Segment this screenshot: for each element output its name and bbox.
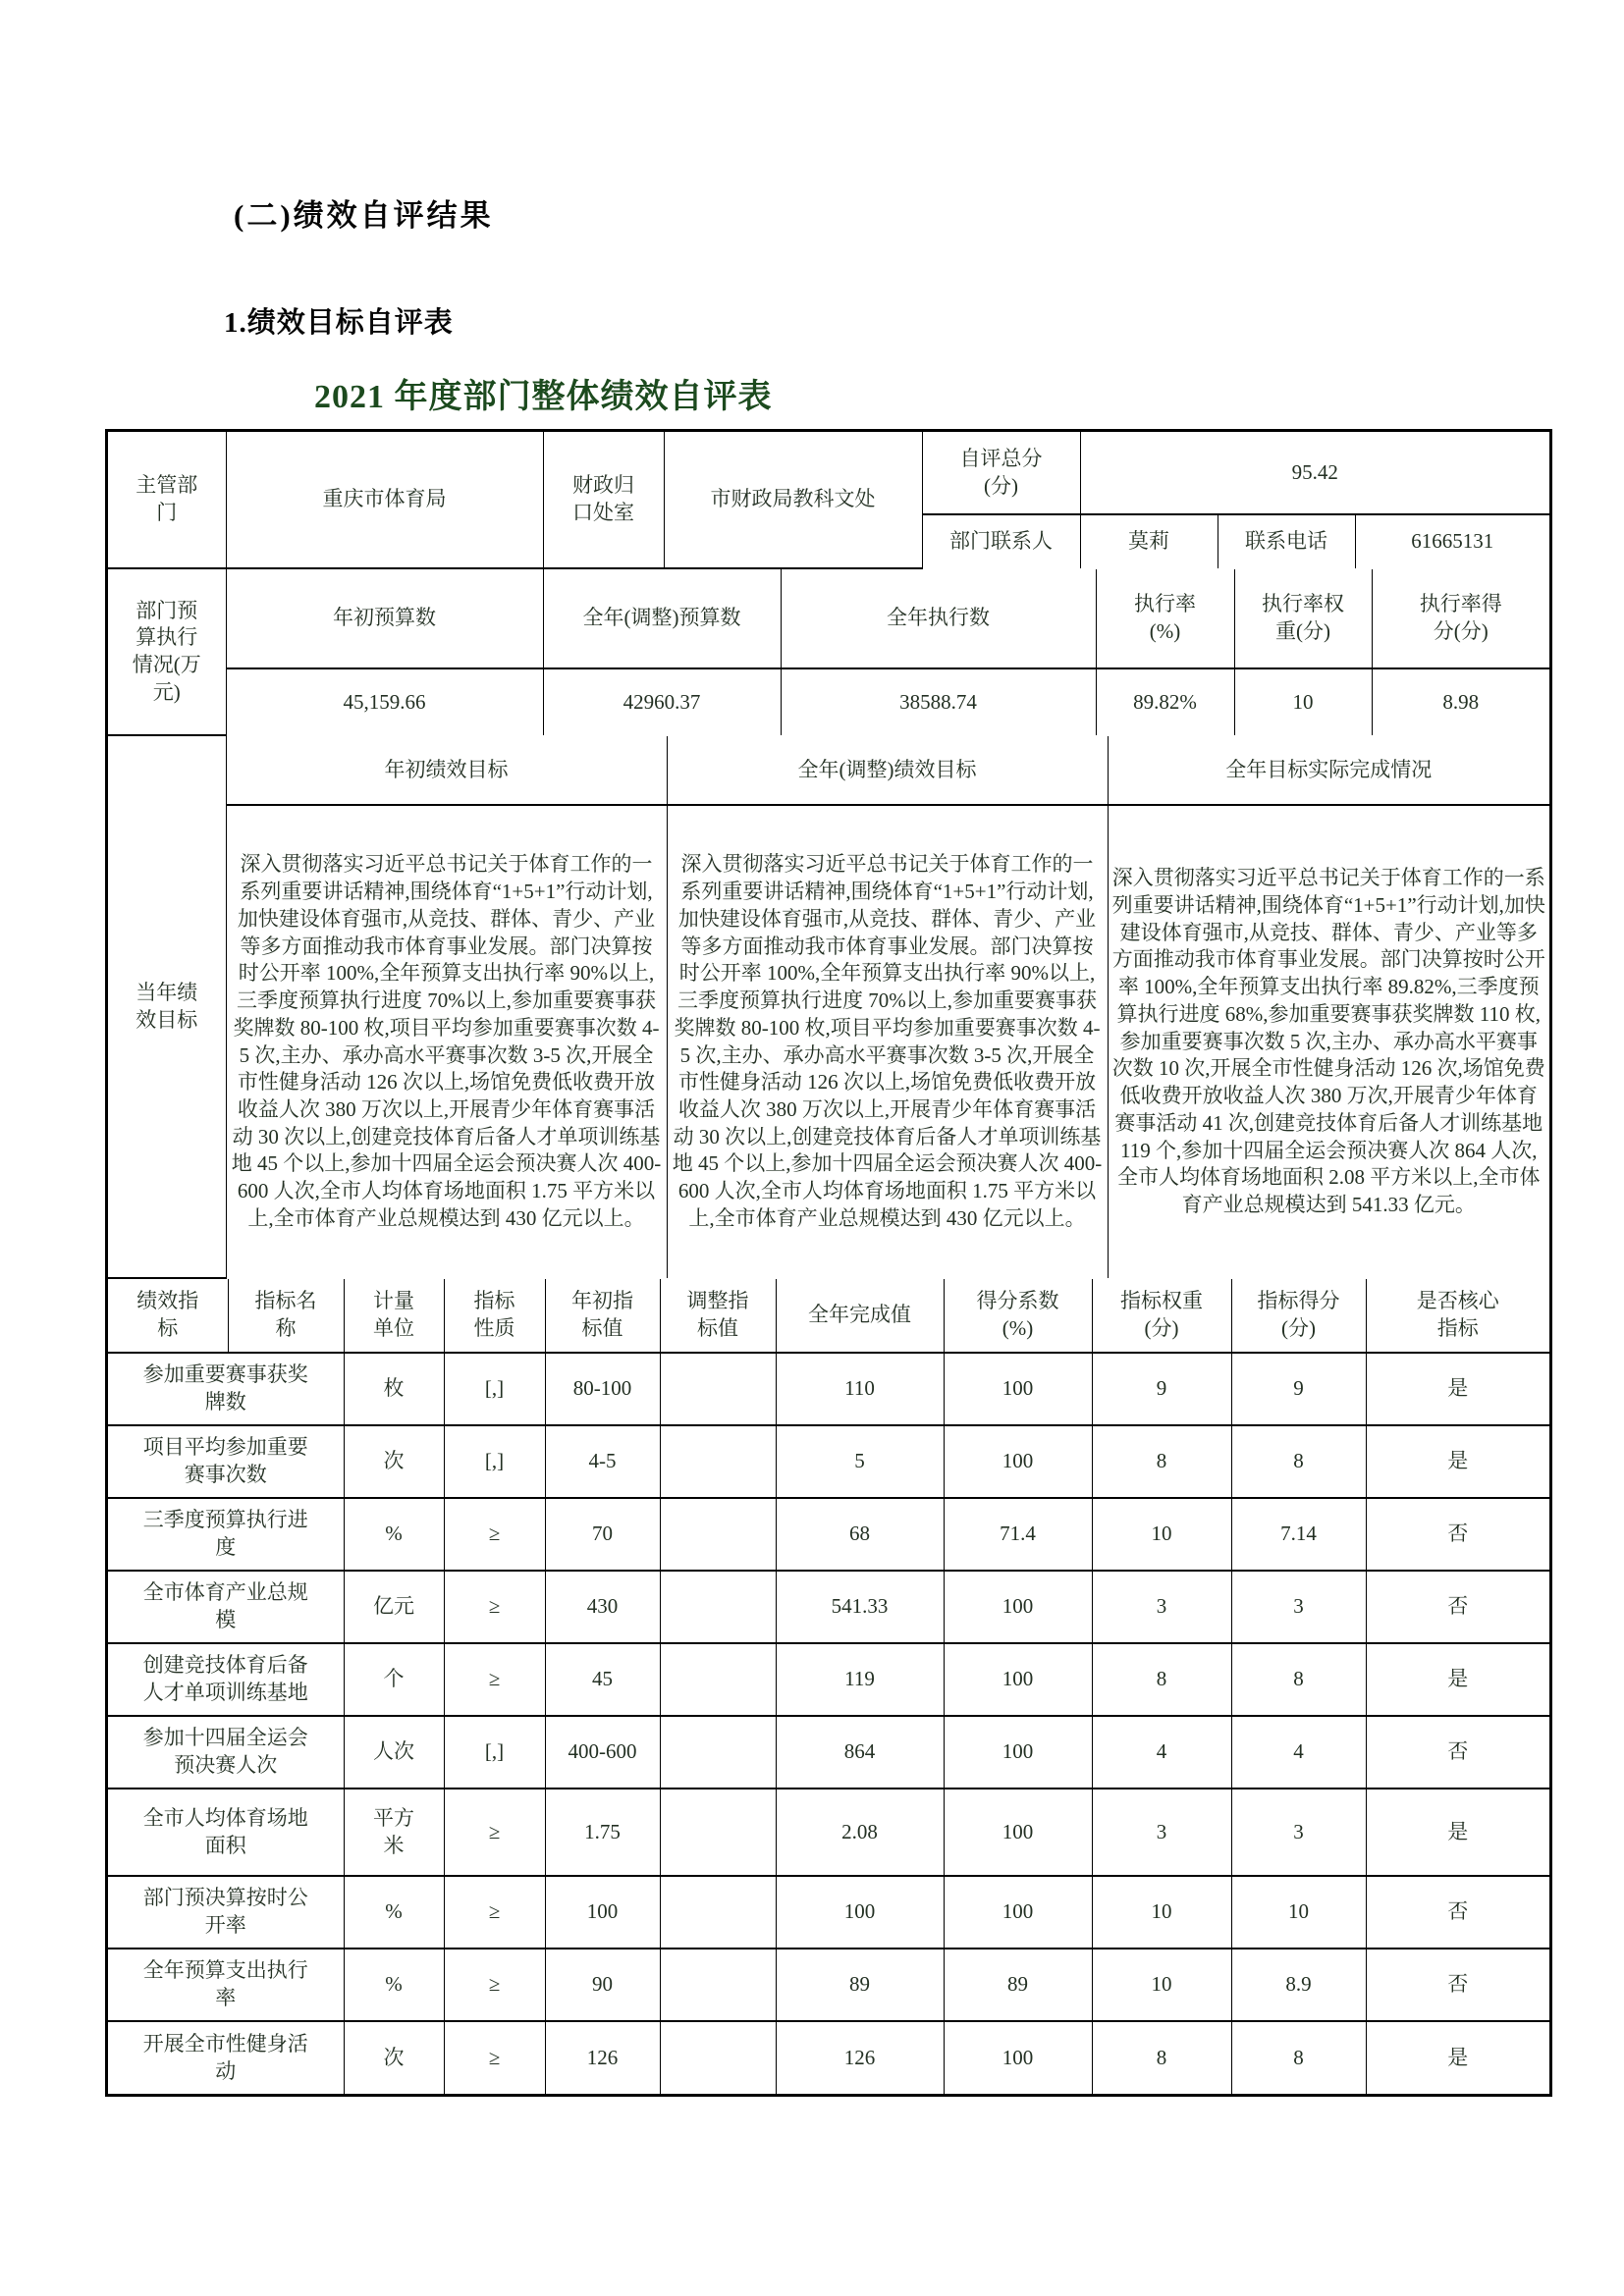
indicator-unit-cell — [344, 1789, 444, 1876]
cell-text: 参加十四届全运会预决赛人次 — [142, 1726, 308, 1777]
cell-text: 10 — [1288, 1899, 1309, 1924]
cell-text: 1.75 — [584, 1819, 621, 1843]
cell-text: 指标名称 — [254, 1289, 317, 1340]
indicator-score-cell — [1231, 1876, 1366, 1949]
budget-col-rate-weight-cell — [1234, 569, 1372, 668]
cell-text: 100 — [843, 1899, 876, 1924]
indicator-core-cell — [1366, 1571, 1549, 1643]
cell-text: 400-600 — [568, 1739, 637, 1764]
indicator-unit-cell — [344, 1498, 444, 1571]
indicator-score-cell — [1231, 1353, 1366, 1425]
indicator-initial-cell — [545, 1571, 660, 1643]
header-performance-indicator — [108, 1279, 228, 1353]
indicator-completed-cell — [776, 1876, 944, 1949]
budget-col-initial-cell — [226, 569, 543, 668]
cell-text: 126 — [843, 2045, 876, 2069]
cell-text: 100 — [1001, 2045, 1034, 2069]
budget-col-rate-cell — [1096, 569, 1234, 668]
phone-label-cell — [1218, 514, 1355, 568]
header-is-core — [1366, 1279, 1549, 1353]
cell-text: 个 — [383, 1667, 405, 1691]
indicator-row — [108, 2021, 1549, 2094]
indicator-adjusted-cell — [660, 1716, 776, 1789]
indicator-row — [108, 1643, 1549, 1716]
indicator-adjusted-cell — [660, 1643, 776, 1716]
cell-text: 100 — [1001, 1667, 1034, 1691]
indicator-nature-cell — [444, 1425, 545, 1498]
indicator-adjusted-cell — [660, 1876, 776, 1949]
cell-text: 部门联系人 — [949, 529, 1053, 554]
header-score-coefficient — [944, 1279, 1092, 1353]
indicator-completed-cell — [776, 1498, 944, 1571]
header-initial-value — [545, 1279, 660, 1353]
cell-text: 主管部门 — [135, 473, 198, 524]
cell-text: 89 — [1007, 1972, 1028, 1997]
indicator-completed-cell — [776, 1353, 944, 1425]
cell-text: 4 — [1156, 1739, 1167, 1764]
cell-text: 541.33 — [831, 1594, 889, 1619]
indicator-adjusted-cell — [660, 1353, 776, 1425]
indicator-completed-cell — [776, 1716, 944, 1789]
cell-text: ≥ — [488, 1972, 501, 1997]
indicator-weight-cell — [1092, 1353, 1231, 1425]
budget-execution-table — [108, 569, 1549, 736]
header-nature — [444, 1279, 545, 1353]
cell-text: 42960.37 — [623, 689, 701, 714]
cell-text: 联系电话 — [1245, 529, 1327, 554]
cell-text: [,] — [484, 1376, 505, 1401]
cell-text: 年初预算数 — [333, 606, 436, 630]
cell-text: 是 — [1447, 1667, 1469, 1691]
cell-text: 自评总分(分) — [959, 446, 1043, 498]
cell-text: 864 — [843, 1739, 876, 1764]
cell-text: 执行率权重(分) — [1262, 592, 1344, 643]
cell-text: 枚 — [383, 1376, 405, 1401]
cell-text: 100 — [1001, 1819, 1034, 1843]
indicator-core-cell — [1366, 1498, 1549, 1571]
indicator-unit-cell — [344, 1716, 444, 1789]
indicator-weight-cell — [1092, 1789, 1231, 1876]
indicator-score-cell — [1231, 1949, 1366, 2021]
cell-text: 100 — [1001, 1376, 1034, 1401]
cell-text: ≥ — [488, 1667, 501, 1691]
cell-text: 绩效指标 — [136, 1289, 199, 1340]
cell-text: 平方米 — [373, 1805, 414, 1857]
section-heading: (二)绩效自评结果 — [234, 198, 494, 233]
cell-text: 是 — [1447, 1819, 1469, 1843]
indicator-adjusted-cell — [660, 1425, 776, 1498]
cell-text: 61665131 — [1411, 529, 1494, 554]
indicator-core-cell — [1366, 1876, 1549, 1949]
cell-text: 是 — [1447, 1449, 1469, 1473]
cell-text: 部门预算执行情况(万元) — [132, 598, 201, 704]
cell-text: 8 — [1156, 2045, 1167, 2069]
indicator-coefficient-cell — [944, 1425, 1092, 1498]
indicator-nature-cell — [444, 1353, 545, 1425]
cell-text: 次 — [383, 2045, 405, 2069]
cell-text: 80-100 — [572, 1376, 632, 1401]
indicator-unit-cell — [344, 1643, 444, 1716]
indicator-name-cell — [108, 1353, 344, 1425]
indicator-name-cell — [108, 1643, 344, 1716]
indicator-initial-cell — [545, 1789, 660, 1876]
indicator-completed-cell — [776, 1949, 944, 2021]
cell-text: 8 — [1156, 1667, 1167, 1691]
cell-text: 126 — [586, 2045, 619, 2069]
cell-text: 执行率(%) — [1134, 592, 1196, 643]
indicator-nature-cell — [444, 1789, 545, 1876]
indicator-name-cell — [108, 1571, 344, 1643]
budget-rate-value-cell — [1096, 668, 1234, 735]
indicator-adjusted-cell — [660, 1949, 776, 2021]
indicator-row — [108, 1949, 1549, 2021]
indicator-score-cell — [1231, 1716, 1366, 1789]
header-indicator-name — [228, 1279, 344, 1353]
indicator-score-cell — [1231, 1571, 1366, 1643]
cell-text: 项目平均参加重要赛事次数 — [142, 1435, 308, 1486]
dept-value-cell — [226, 432, 543, 568]
indicator-row — [108, 1716, 1549, 1789]
indicator-unit-cell — [344, 1353, 444, 1425]
cell-text: 45 — [592, 1667, 613, 1691]
cell-text: [,] — [484, 1449, 505, 1473]
indicator-row — [108, 1353, 1549, 1425]
goal-col3-header-cell — [1108, 736, 1549, 805]
cell-text: 10 — [1292, 689, 1314, 714]
indicator-core-cell — [1366, 1353, 1549, 1425]
cell-text: 指标权重(分) — [1120, 1289, 1203, 1340]
indicator-coefficient-cell — [944, 1498, 1092, 1571]
header-indicator-score — [1231, 1279, 1366, 1353]
indicator-detail-table — [108, 1279, 1549, 2094]
indicator-unit-cell — [344, 1876, 444, 1949]
cell-text: 95.42 — [1291, 459, 1338, 484]
cell-text: 8 — [1156, 1449, 1167, 1473]
indicator-completed-cell — [776, 1643, 944, 1716]
cell-text: 指标性质 — [473, 1289, 515, 1340]
cell-text: 430 — [586, 1594, 619, 1619]
indicator-name-cell — [108, 1498, 344, 1571]
indicator-name-cell — [108, 1425, 344, 1498]
indicator-name-cell — [108, 1949, 344, 2021]
goal-adjusted-text-cell: 深入贯彻落实习近平总书记关于体育工作的一系列重要讲话精神,围绕体育“1+5+1”行动计划,加快建设体育强市,从竞技、群体、青少、产业等多方面推动我市体育事业发展。部门决算按时公开率 100%,全年预算支出执行率 90%以上,三季度预算执行进度 70%以上,参加重要赛事获奖牌数 80-100 枚,项目平均参加重要赛事次数 4-5 次,主办、承办高水平赛事次数 3-5 次,开展全市性健身活动 126 次以上,场馆免费低收费开放收益人次 380 万次以上,开展青少年体育赛事活动 30 次以上,创建竞技体育后备人才单项训练基地 45 个以上,参加十四届全运会预决赛人次 400-600 人次,全市人均体育场地面积 1.75 平方米以上,全市体育产业总规模达到 430 亿元以上。 — [667, 805, 1108, 1278]
cell-text: ≥ — [488, 1899, 501, 1924]
indicator-completed-cell — [776, 1789, 944, 1876]
cell-text: 指标得分(分) — [1257, 1289, 1340, 1340]
budget-executed-value-cell — [781, 668, 1096, 735]
indicator-nature-cell — [444, 1498, 545, 1571]
cell-text: 100 — [586, 1899, 619, 1924]
indicator-coefficient-cell — [944, 1876, 1092, 1949]
cell-text: 年初指标值 — [571, 1289, 633, 1340]
cell-text: % — [385, 1899, 403, 1924]
cell-text: 调整指标值 — [686, 1289, 749, 1340]
cell-text: 8 — [1293, 2045, 1304, 2069]
indicator-nature-cell — [444, 1949, 545, 2021]
indicator-initial-cell — [545, 1643, 660, 1716]
indicator-name-cell — [108, 1876, 344, 1949]
indicator-row — [108, 1789, 1549, 1876]
budget-col-executed-cell — [781, 569, 1096, 668]
indicator-score-cell — [1231, 1643, 1366, 1716]
contact-label-cell — [922, 514, 1080, 568]
finance-office-label-cell — [543, 432, 664, 568]
indicator-row — [108, 1571, 1549, 1643]
indicator-nature-cell — [444, 1571, 545, 1643]
indicator-nature-cell — [444, 1716, 545, 1789]
cell-text: 市财政局教科文处 — [710, 487, 876, 511]
cell-text: 100 — [1001, 1594, 1034, 1619]
cell-text: ≥ — [488, 1522, 501, 1546]
indicator-name-cell — [108, 1789, 344, 1876]
cell-text: 人次 — [373, 1739, 414, 1764]
self-score-value-cell — [1080, 432, 1549, 514]
cell-text: 否 — [1447, 1739, 1469, 1764]
cell-text: 是 — [1447, 1376, 1469, 1401]
indicator-name-cell — [108, 1716, 344, 1789]
sub-heading: 1.绩效目标自评表 — [224, 307, 454, 339]
cell-text: 亿元 — [373, 1594, 414, 1619]
cell-text: ≥ — [488, 1819, 501, 1843]
cell-text: 全年预算支出执行率 — [142, 1958, 308, 2009]
cell-text: % — [385, 1972, 403, 1997]
indicator-nature-cell — [444, 1876, 545, 1949]
indicator-coefficient-cell — [944, 1949, 1092, 2021]
cell-text: 全市体育产业总规模 — [142, 1580, 308, 1631]
indicator-weight-cell — [1092, 2021, 1231, 2094]
indicator-initial-cell — [545, 1876, 660, 1949]
budget-col-rate-score-cell — [1372, 569, 1549, 668]
indicator-core-cell — [1366, 2021, 1549, 2094]
cell-text: 89.82% — [1133, 689, 1197, 714]
indicator-adjusted-cell — [660, 1498, 776, 1571]
indicator-row — [108, 1498, 1549, 1571]
cell-text: 7.14 — [1280, 1522, 1317, 1546]
cell-text: 89 — [849, 1972, 870, 1997]
goal-col2-header-cell — [667, 736, 1108, 805]
header-adjusted-value — [660, 1279, 776, 1353]
cell-text: 4 — [1293, 1739, 1304, 1764]
indicator-row — [108, 1876, 1549, 1949]
goal-initial-text-cell: 深入贯彻落实习近平总书记关于体育工作的一系列重要讲话精神,围绕体育“1+5+1”行动计划,加快建设体育强市,从竞技、群体、青少、产业等多方面推动我市体育事业发展。部门决算按时公开率 100%,全年预算支出执行率 90%以上,三季度预算执行进度 70%以上,参加重要赛事获奖牌数 80-100 枚,项目平均参加重要赛事次数 4-5 次,主办、承办高水平赛事次数 3-5 次,开展全市性健身活动 126 次以上,场馆免费低收费开放收益人次 380 万次以上,开展青少年体育赛事活动 30 次以上,创建竞技体育后备人才单项训练基地 45 个以上,参加十四届全运会预决赛人次 400-600 人次,全市人均体育场地面积 1.75 平方米以上,全市体育产业总规模达到 430 亿元以上。 — [226, 805, 667, 1278]
indicator-core-cell — [1366, 1789, 1549, 1876]
cell-text: 70 — [592, 1522, 613, 1546]
self-score-label-cell — [922, 432, 1080, 514]
goal-row-label-cell — [108, 736, 226, 1278]
indicator-weight-cell — [1092, 1498, 1231, 1571]
indicator-row — [108, 1425, 1549, 1498]
indicator-coefficient-cell — [944, 2021, 1092, 2094]
cell-text: 90 — [592, 1972, 613, 1997]
cell-text: 是否核心指标 — [1416, 1289, 1499, 1340]
indicator-weight-cell — [1092, 1716, 1231, 1789]
indicator-coefficient-cell — [944, 1789, 1092, 1876]
indicator-weight-cell — [1092, 1876, 1231, 1949]
goal-actual-text-cell: 深入贯彻落实习近平总书记关于体育工作的一系列重要讲话精神,围绕体育“1+5+1”行动计划,加快建设体育强市,从竞技、群体、青少、产业等多方面推动我市体育事业发展。部门决算按时公开率 100%,全年预算支出执行率 89.82%,三季度预算执行进度 68%,参加重要赛事获奖牌数 110 枚,参加重要赛事次数 5 次,主办、承办高水平赛事次数 10 次,开展全市性健身活动 126 次,场馆免费低收费开放收益人次 380 万次,开展青少年体育赛事活动 41 次,创建竞技体育后备人才训练基地 119 个,参加十四届全运会预决赛人次 864 人次,全市人均体育场地面积 2.08 平方米以上,全市体育产业总规模达到 541.33 亿元。 — [1108, 805, 1549, 1278]
cell-text: 100 — [1001, 1449, 1034, 1473]
indicator-adjusted-cell — [660, 2021, 776, 2094]
cell-text: 9 — [1293, 1376, 1304, 1401]
cell-text: 8 — [1293, 1449, 1304, 1473]
indicator-weight-cell — [1092, 1571, 1231, 1643]
indicator-unit-cell — [344, 1571, 444, 1643]
indicator-core-cell — [1366, 1949, 1549, 2021]
indicator-unit-cell — [344, 1949, 444, 2021]
indicator-completed-cell — [776, 1571, 944, 1643]
indicator-score-cell — [1231, 1498, 1366, 1571]
indicator-score-cell — [1231, 1789, 1366, 1876]
cell-text: 38588.74 — [899, 689, 977, 714]
indicator-core-cell — [1366, 1425, 1549, 1498]
cell-text: [,] — [484, 1739, 505, 1764]
goal-col1-header-cell — [226, 736, 667, 805]
budget-initial-value-cell — [226, 668, 543, 735]
indicator-initial-cell — [545, 1716, 660, 1789]
cell-text: 100 — [1001, 1739, 1034, 1764]
cell-text: 10 — [1151, 1972, 1172, 1997]
indicator-unit-cell — [344, 1425, 444, 1498]
indicator-core-cell — [1366, 1643, 1549, 1716]
cell-text: 3 — [1156, 1594, 1167, 1619]
cell-text: 是 — [1447, 2045, 1469, 2069]
indicator-weight-cell — [1092, 1425, 1231, 1498]
indicator-completed-cell — [776, 2021, 944, 2094]
indicator-coefficient-cell — [944, 1716, 1092, 1789]
indicator-completed-cell — [776, 1425, 944, 1498]
indicator-name-cell — [108, 2021, 344, 2094]
indicator-initial-cell — [545, 1353, 660, 1425]
cell-text: 三季度预算执行进度 — [142, 1508, 308, 1559]
cell-text: 110 — [844, 1376, 875, 1401]
dept-label-cell — [108, 432, 226, 568]
cell-text: 否 — [1447, 1899, 1469, 1924]
cell-text: 否 — [1447, 1522, 1469, 1546]
cell-text: 3 — [1293, 1594, 1304, 1619]
cell-text: 财政归口处室 — [572, 473, 634, 524]
indicator-nature-cell — [444, 1643, 545, 1716]
cell-text: 年初绩效目标 — [384, 757, 509, 781]
cell-text: 3 — [1156, 1819, 1167, 1843]
cell-text: 119 — [844, 1667, 875, 1691]
cell-text: 9 — [1156, 1376, 1167, 1401]
indicator-initial-cell — [545, 1498, 660, 1571]
contact-value-cell — [1080, 514, 1218, 568]
cell-text: 68 — [849, 1522, 870, 1546]
cell-text: 2.08 — [841, 1819, 878, 1843]
cell-text: 计量单位 — [373, 1289, 414, 1340]
cell-text: 全年(调整)预算数 — [582, 606, 741, 630]
budget-rate-score-value-cell — [1372, 668, 1549, 735]
indicator-initial-cell — [545, 2021, 660, 2094]
phone-value-cell — [1355, 514, 1549, 568]
cell-text: 否 — [1447, 1972, 1469, 1997]
budget-row-label-cell — [108, 569, 226, 735]
finance-office-value-cell — [664, 432, 922, 568]
cell-text: 创建竞技体育后备人才单项训练基地 — [142, 1653, 308, 1704]
indicator-core-cell — [1366, 1716, 1549, 1789]
cell-text: 8 — [1293, 1667, 1304, 1691]
indicator-coefficient-cell — [944, 1571, 1092, 1643]
cell-text: 71.4 — [1000, 1522, 1036, 1546]
cell-text: 全年完成值 — [808, 1303, 911, 1327]
cell-text: 重庆市体育局 — [322, 487, 447, 511]
cell-text: 得分系数(%) — [976, 1289, 1059, 1340]
cell-text: 8.98 — [1442, 689, 1480, 714]
cell-text: 3 — [1293, 1819, 1304, 1843]
cell-text: 全年执行数 — [887, 606, 990, 630]
indicator-header-row — [108, 1279, 1549, 1353]
cell-text: 次 — [383, 1449, 405, 1473]
cell-text: ≥ — [488, 2045, 501, 2069]
indicator-initial-cell — [545, 1949, 660, 2021]
cell-text: 部门预决算按时公开率 — [142, 1886, 308, 1937]
self-evaluation-table — [105, 429, 1552, 2097]
cell-text: 全市人均体育场地面积 — [142, 1805, 308, 1857]
indicator-weight-cell — [1092, 1643, 1231, 1716]
header-completed-value — [776, 1279, 944, 1353]
indicator-coefficient-cell — [944, 1643, 1092, 1716]
budget-col-adjusted-cell — [543, 569, 781, 668]
budget-adjusted-value-cell — [543, 668, 781, 735]
indicator-unit-cell — [344, 2021, 444, 2094]
cell-text: 10 — [1151, 1522, 1172, 1546]
indicator-initial-cell — [545, 1425, 660, 1498]
cell-text: 45,159.66 — [343, 689, 426, 714]
cell-text: 全年目标实际完成情况 — [1225, 757, 1433, 781]
cell-text: 100 — [1001, 1899, 1034, 1924]
table-title: 2021 年度部门整体绩效自评表 — [314, 379, 773, 415]
cell-text: 4-5 — [588, 1449, 617, 1473]
indicator-weight-cell — [1092, 1949, 1231, 2021]
indicator-adjusted-cell — [660, 1571, 776, 1643]
cell-text: % — [385, 1522, 403, 1546]
indicator-adjusted-cell — [660, 1789, 776, 1876]
cell-text: 开展全市性健身活动 — [142, 2031, 308, 2083]
department-header-table — [108, 432, 1549, 569]
indicator-coefficient-cell — [944, 1353, 1092, 1425]
cell-text: 8.9 — [1285, 1972, 1312, 1997]
cell-text: 否 — [1447, 1594, 1469, 1619]
indicator-score-cell — [1231, 1425, 1366, 1498]
cell-text: 当年绩效目标 — [135, 980, 198, 1032]
cell-text: 5 — [854, 1449, 865, 1473]
cell-text: 参加重要赛事获奖牌数 — [142, 1362, 308, 1414]
performance-goal-table — [108, 736, 1549, 1279]
indicator-score-cell — [1231, 2021, 1366, 2094]
cell-text: 全年(调整)绩效目标 — [797, 757, 977, 781]
cell-text: 执行率得分(分) — [1419, 592, 1502, 643]
header-indicator-weight — [1092, 1279, 1231, 1353]
header-unit — [344, 1279, 444, 1353]
cell-text: ≥ — [488, 1594, 501, 1619]
cell-text: 莫莉 — [1128, 529, 1169, 554]
cell-text: 10 — [1151, 1899, 1172, 1924]
budget-rate-weight-value-cell — [1234, 668, 1372, 735]
indicator-nature-cell — [444, 2021, 545, 2094]
